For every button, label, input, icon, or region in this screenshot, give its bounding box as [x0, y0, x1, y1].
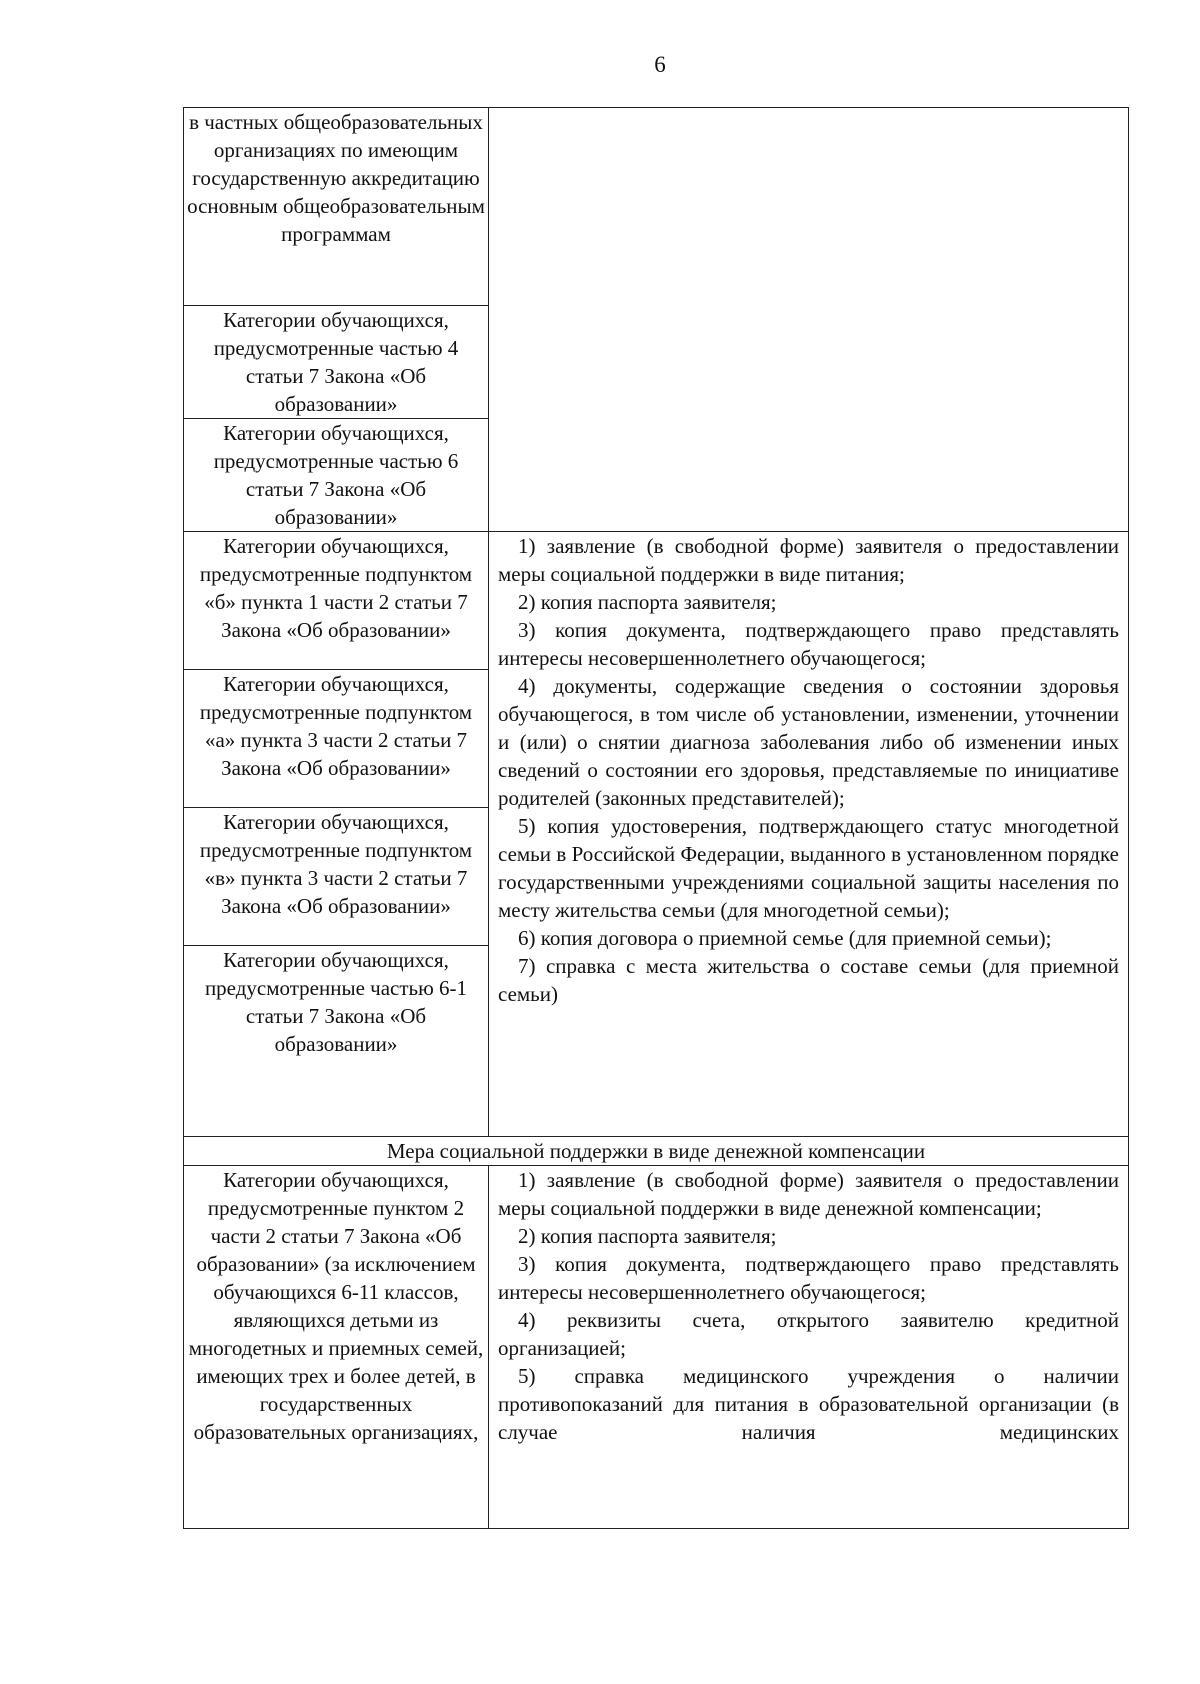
documents-cell [489, 532, 1129, 1137]
category-cell: в частных общеобразовательных организациях по имеющим государственную аккредитацию основным общеобразовательным программам [184, 108, 489, 306]
page-number: 6 [654, 52, 666, 77]
document-item: 1) заявление (в свободной форме) заявителя о предоставлении меры социальной поддержки в виде денежной компенсации; [498, 1168, 1119, 1220]
document-item: 4) документы, содержащие сведения о состоянии здоровья обучающегося, в том числе об установлении, изменении, уточнении и (или) о снятии диагноза заболевания либо об изменении иных сведений о состоянии его здоровья, представляемые по инициативе родителей (законных представителей); [498, 674, 1119, 810]
documents-cell [489, 1166, 1129, 1529]
category-cell: Категории обучающихся, предусмотренные подпунктом «б» пункта 1 части 2 статьи 7 Закона «Об образовании» [184, 532, 489, 670]
benefits-documents-table [183, 107, 1129, 1529]
document-item: 4) реквизиты счета, открытого заявителю кредитной организацией; [498, 1308, 1119, 1360]
category-cell: Категории обучающихся, предусмотренные подпунктом «в» пункта 3 части 2 статьи 7 Закона «Об образовании» [184, 808, 489, 946]
table-row [184, 1166, 1129, 1529]
document-item: 3) копия документа, подтверждающего право представлять интересы несовершеннолетнего обучающегося; [498, 1252, 1119, 1304]
table-row [184, 1137, 1129, 1166]
category-cell: Категории обучающихся, предусмотренные частью 6-1 статьи 7 Закона «Об образовании» [184, 946, 489, 1137]
document-item: 6) копия договора о приемной семье (для приемной семьи); [518, 926, 1052, 950]
document-item: 2) копия паспорта заявителя; [518, 590, 777, 614]
category-cell: Категории обучающихся, предусмотренные частью 6 статьи 7 Закона «Об образовании» [184, 419, 489, 532]
document-item: 5) справка медицинского учреждения о наличии противопоказаний для питания в образовательной организации (в случае наличия медицинских [498, 1364, 1119, 1444]
section-header: Мера социальной поддержки в виде денежной компенсации [184, 1137, 1129, 1166]
category-cell: Категории обучающихся, предусмотренные частью 4 статьи 7 Закона «Об образовании» [184, 306, 489, 419]
document-item: 3) копия документа, подтверждающего право представлять интересы несовершеннолетнего обучающегося; [498, 618, 1119, 670]
table-row [184, 108, 1129, 306]
category-cell: Категории обучающихся, предусмотренные пунктом 2 части 2 статьи 7 Закона «Об образовании» (за исключением обучающихся 6-11 классов, являющихся детьми из многодетных и приемных семей, имеющих трех и более детей, в государственных образовательных организациях, [184, 1166, 489, 1529]
document-item: 7) справка с места жительства о составе семьи (для приемной семьи) [498, 954, 1119, 1006]
category-cell: Категории обучающихся, предусмотренные подпунктом «а» пункта 3 части 2 статьи 7 Закона «Об образовании» [184, 670, 489, 808]
table-row [184, 532, 1129, 670]
document-item: 5) копия удостоверения, подтверждающего статус многодетной семьи в Российской Федерации, выданного в установленном порядке государственными учреждениями социальной защиты населения по месту жительства семьи (для многодетной семьи); [498, 814, 1119, 922]
documents-cell-empty [489, 108, 1129, 532]
document-item: 2) копия паспорта заявителя; [518, 1224, 777, 1248]
document-item: 1) заявление (в свободной форме) заявителя о предоставлении меры социальной поддержки в виде питания; [498, 534, 1119, 586]
